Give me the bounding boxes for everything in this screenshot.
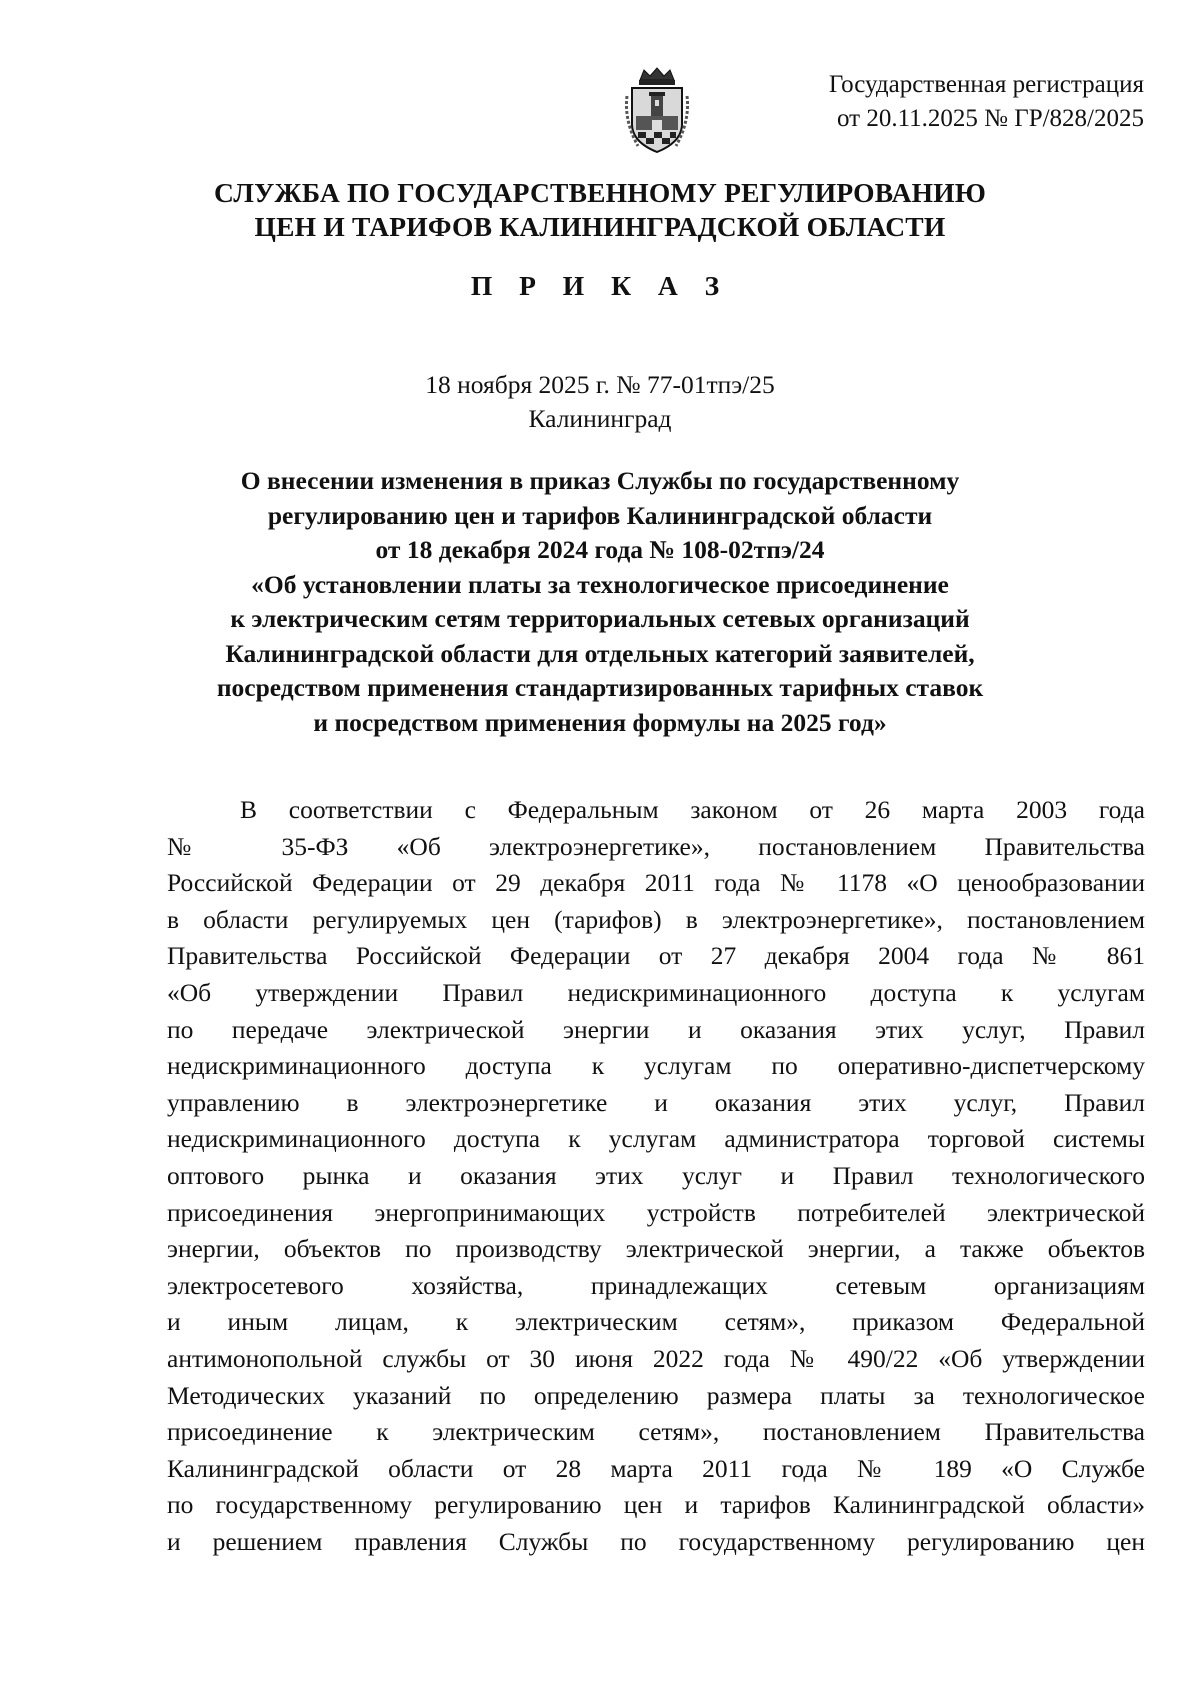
body-line: В соответствии с Федеральным законом от 26 марта 2003 года [240,795,1145,824]
body-line: энергии, объектов по производству электрической энергии, а также объектов [167,1234,1145,1264]
order-meta [300,368,900,436]
body-line: по государственному регулированию цен и тарифов Калининградской области» [167,1490,1145,1520]
body-line: по передаче электрической энергии и оказания этих услуг, Правил [167,1014,1145,1044]
order-subject [120,464,1080,740]
body-line: антимонопольной службы от 30 июня 2022 года № 490/22 «Об утверждении [167,1343,1145,1373]
subject-line: к электрическим сетям территориальных сетевых организаций [230,604,970,633]
subject-line: О внесении изменения в приказ Службы по государственному [240,466,960,495]
organization-title-line: ЦЕН И ТАРИФОВ КАЛИНИНГРАДСКОЙ ОБЛАСТИ [254,211,946,242]
organization-title [150,176,1050,244]
kaliningrad-coat-of-arms-icon [624,66,690,156]
subject-line: от 18 декабря 2024 года № 108-02тпэ/24 [375,535,825,564]
body-line: Российской Федерации от 29 декабря 2011 года № 1178 «О ценообразовании [167,868,1145,898]
body-line: и иным лицам, к электрическим сетям», приказом Федеральной [167,1307,1145,1337]
subject-line: «Об установлении платы за технологическое присоединение [251,569,949,599]
body-line: управлению в электроэнергетике и оказания этих услуг, Правил [167,1087,1145,1117]
subject-line: посредством применения стандартизированных тарифных ставок [216,673,984,702]
subject-line: регулированию цен и тарифов Калининградской области [267,500,933,530]
body-line: № 35-ФЗ «Об электроэнергетике», постановлением Правительства [167,831,1145,861]
body-line: и решением правления Службы по государственному регулированию цен [167,1526,1145,1556]
body-paragraph [167,792,1145,1560]
organization-title-line: СЛУЖБА ПО ГОСУДАРСТВЕННОМУ РЕГУЛИРОВАНИЮ [214,177,986,208]
body-line: присоединение к электрическим сетям», постановлением Правительства [167,1417,1145,1447]
body-line: в области регулируемых цен (тарифов) в электроэнергетике», постановлением [167,904,1145,934]
body-line: электросетевого хозяйства, принадлежащих сетевым организациям [167,1270,1145,1300]
body-line: Калининградской области от 28 марта 2011 года № 189 «О Службе [167,1453,1145,1483]
body-line: «Об утверждении Правил недискриминационного доступа к услугам [167,977,1145,1007]
order-date-number: 18 ноября 2025 г. № 77-01тпэ/25 [425,370,775,399]
body-line: Методических указаний по определению размера платы за технологическое [167,1380,1145,1410]
body-line: Правительства Российской Федерации от 27 декабря 2004 года № 861 [167,941,1145,971]
subject-line: и посредством применения формулы на 2025 год» [313,707,887,737]
registration-info [754,68,1144,136]
order-city: Калининград [528,404,672,433]
registration-line: от 20.11.2025 № ГР/828/2025 [836,105,1144,132]
body-line: оптового рынка и оказания этих услуг и Правил технологического [167,1160,1145,1190]
registration-line: Государственная регистрация [828,71,1144,98]
body-line: присоединения энергопринимающих устройств потребителей электрической [167,1197,1145,1227]
document-type-heading: П Р И К А З [470,270,730,301]
body-line: недискриминационного доступа к услугам по оперативно-диспетчерскому [167,1051,1145,1081]
subject-line: Калининградской области для отдельных категорий заявителей, [225,638,975,668]
body-line: недискриминационного доступа к услугам администратора торговой системы [167,1124,1145,1154]
